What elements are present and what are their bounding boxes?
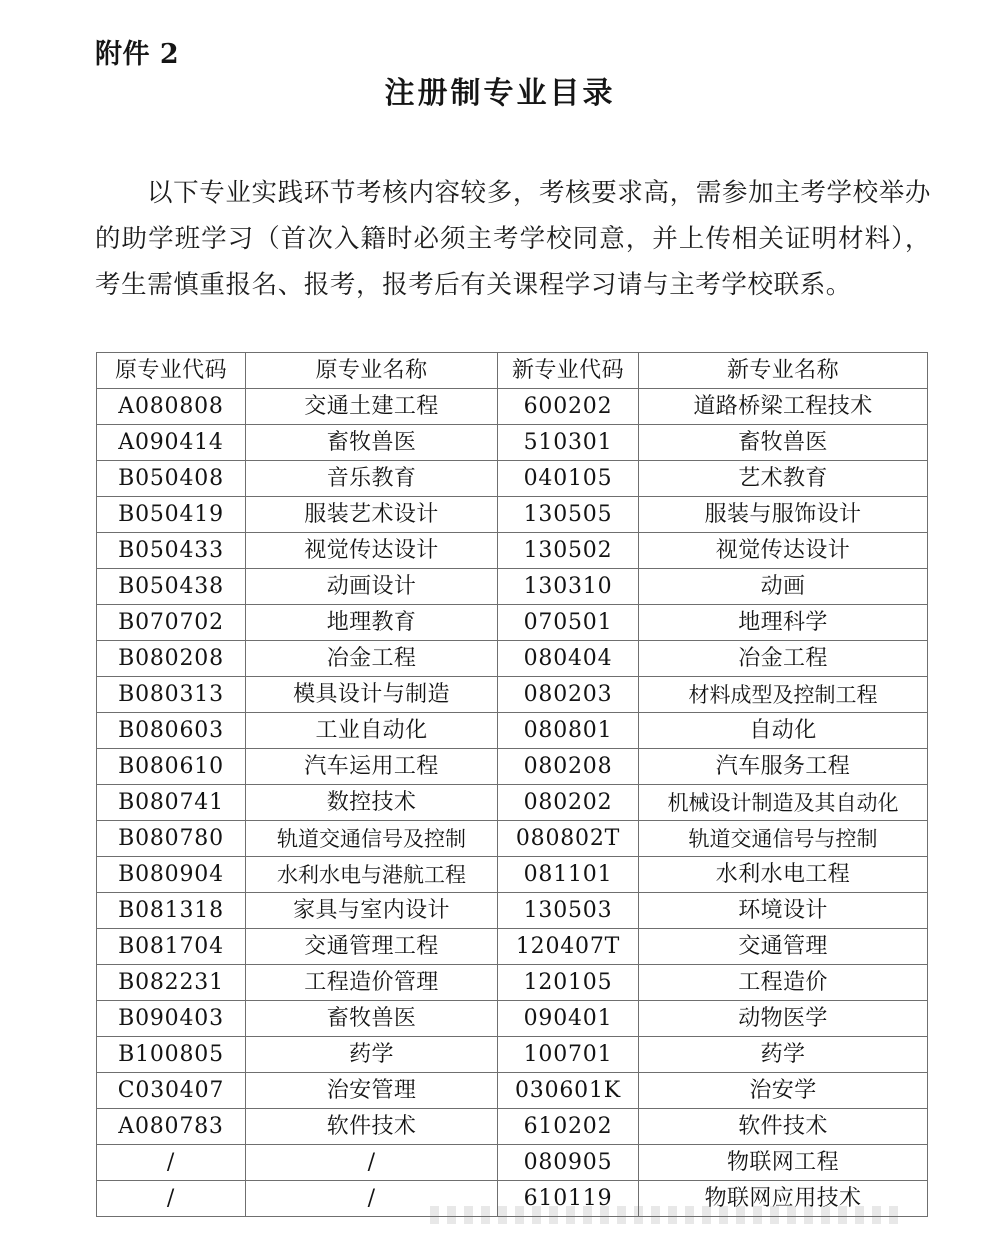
cell-old-code: A080783 (97, 1109, 246, 1145)
cell-old-name: 畜牧兽医 (246, 1001, 498, 1037)
catalog-table-body (97, 389, 928, 1217)
cell-new-name: 动物医学 (639, 1001, 928, 1037)
cell-old-code: B080208 (97, 641, 246, 677)
cell-new-code: 081101 (498, 857, 639, 893)
cell-new-code: 610119 (498, 1181, 639, 1217)
cell-old-name: 软件技术 (246, 1109, 498, 1145)
cell-new-name: 物联网工程 (639, 1145, 928, 1181)
column-header-new-code: 新专业代码 (498, 353, 639, 389)
cell-new-code: 070501 (498, 605, 639, 641)
cell-old-name: 药学 (246, 1037, 498, 1073)
cell-new-name: 动画 (639, 569, 928, 605)
cell-new-code: 080203 (498, 677, 639, 713)
table-row (97, 929, 928, 965)
cell-old-code: B080780 (97, 821, 246, 857)
table-row (97, 1073, 928, 1109)
cell-old-code: B050433 (97, 533, 246, 569)
cell-new-name: 药学 (639, 1037, 928, 1073)
table-row (97, 749, 928, 785)
intro-paragraph: 以下专业实践环节考核内容较多，考核要求高，需参加主考学校举办的助学班学习（首次入籍时必须主考学校同意，并上传相关证明材料），考生需慎重报名、报考，报考后有关课程学习请与主考学校联系。 (95, 178, 931, 300)
column-header-new-name: 新专业名称 (639, 353, 928, 389)
table-row (97, 389, 928, 425)
cell-old-name: 音乐教育 (246, 461, 498, 497)
cell-old-name: 汽车运用工程 (246, 749, 498, 785)
cell-old-name: 冶金工程 (246, 641, 498, 677)
cell-new-name: 轨道交通信号与控制 (639, 821, 928, 857)
cell-old-code: A080808 (97, 389, 246, 425)
page-title: 注册制专业目录 (384, 76, 616, 111)
table-header-row (97, 353, 928, 389)
cell-new-code: 610202 (498, 1109, 639, 1145)
table-row (97, 569, 928, 605)
table-row (97, 1001, 928, 1037)
cell-old-code: / (97, 1145, 246, 1181)
cell-old-name: / (246, 1145, 498, 1181)
table-row (97, 1037, 928, 1073)
table-row (97, 461, 928, 497)
cell-old-name: 畜牧兽医 (246, 425, 498, 461)
cell-old-code: B090403 (97, 1001, 246, 1037)
cell-old-code: B082231 (97, 965, 246, 1001)
cell-new-code: 080202 (498, 785, 639, 821)
cell-old-name: 工业自动化 (246, 713, 498, 749)
cell-old-code: A090414 (97, 425, 246, 461)
cell-new-name: 环境设计 (639, 893, 928, 929)
cell-old-code: B081318 (97, 893, 246, 929)
cell-old-code: B080313 (97, 677, 246, 713)
cell-new-code: 100701 (498, 1037, 639, 1073)
cell-old-code: C030407 (97, 1073, 246, 1109)
cell-new-code: 080801 (498, 713, 639, 749)
cell-new-code: 510301 (498, 425, 639, 461)
cell-new-code: 080802T (498, 821, 639, 857)
cell-new-name: 机械设计制造及其自动化 (639, 785, 928, 821)
cell-new-name: 道路桥梁工程技术 (639, 389, 928, 425)
cell-new-name: 冶金工程 (639, 641, 928, 677)
cell-new-code: 130310 (498, 569, 639, 605)
cell-new-name: 工程造价 (639, 965, 928, 1001)
column-header-old-code: 原专业代码 (97, 353, 246, 389)
cell-new-name: 软件技术 (639, 1109, 928, 1145)
cell-new-name: 地理科学 (639, 605, 928, 641)
cell-old-code: B100805 (97, 1037, 246, 1073)
cell-old-name: 交通管理工程 (246, 929, 498, 965)
cell-new-code: 040105 (498, 461, 639, 497)
cell-new-name: 治安学 (639, 1073, 928, 1109)
cell-new-code: 120407T (498, 929, 639, 965)
cell-old-name: 治安管理 (246, 1073, 498, 1109)
cell-new-name: 汽车服务工程 (639, 749, 928, 785)
cell-old-code: B080741 (97, 785, 246, 821)
cell-old-name: 数控技术 (246, 785, 498, 821)
column-header-old-name: 原专业名称 (246, 353, 498, 389)
cell-old-name: 模具设计与制造 (246, 677, 498, 713)
table-row (97, 857, 928, 893)
cell-new-name: 材料成型及控制工程 (639, 677, 928, 713)
table-row (97, 893, 928, 929)
cell-new-code: 080905 (498, 1145, 639, 1181)
cell-old-name: 工程造价管理 (246, 965, 498, 1001)
cell-new-name: 交通管理 (639, 929, 928, 965)
cell-new-name: 物联网应用技术 (639, 1181, 928, 1217)
cell-old-name: 交通土建工程 (246, 389, 498, 425)
cell-old-code: B050419 (97, 497, 246, 533)
table-row (97, 713, 928, 749)
cell-old-name: 服装艺术设计 (246, 497, 498, 533)
cell-new-name: 水利水电工程 (639, 857, 928, 893)
cell-new-code: 120105 (498, 965, 639, 1001)
table-row (97, 497, 928, 533)
cell-new-code: 080404 (498, 641, 639, 677)
table-row (97, 605, 928, 641)
cell-old-code: B050408 (97, 461, 246, 497)
table-row (97, 677, 928, 713)
cell-old-code: B080603 (97, 713, 246, 749)
cell-old-code: B070702 (97, 605, 246, 641)
cell-old-code: B050438 (97, 569, 246, 605)
cell-new-code: 600202 (498, 389, 639, 425)
table-row (97, 821, 928, 857)
table-row (97, 1109, 928, 1145)
cell-new-name: 自动化 (639, 713, 928, 749)
cell-new-code: 090401 (498, 1001, 639, 1037)
cell-new-name: 艺术教育 (639, 461, 928, 497)
cell-new-code: 030601K (498, 1073, 639, 1109)
cell-new-code: 130505 (498, 497, 639, 533)
cell-new-name: 服装与服饰设计 (639, 497, 928, 533)
table-row (97, 641, 928, 677)
cell-old-name: / (246, 1181, 498, 1217)
cell-old-code: B081704 (97, 929, 246, 965)
table-row (97, 1181, 928, 1217)
cell-new-name: 畜牧兽医 (639, 425, 928, 461)
cell-old-name: 视觉传达设计 (246, 533, 498, 569)
table-row (97, 785, 928, 821)
cell-old-code: B080610 (97, 749, 246, 785)
cell-old-name: 水利水电与港航工程 (246, 857, 498, 893)
cell-old-name: 动画设计 (246, 569, 498, 605)
cell-new-name: 视觉传达设计 (639, 533, 928, 569)
table-row (97, 1145, 928, 1181)
table-row (97, 533, 928, 569)
table-row (97, 965, 928, 1001)
attachment-label: 附件 2 (95, 39, 180, 70)
cell-new-code: 130503 (498, 893, 639, 929)
cell-old-code: B080904 (97, 857, 246, 893)
cell-new-code: 130502 (498, 533, 639, 569)
cell-old-name: 家具与室内设计 (246, 893, 498, 929)
cell-new-code: 080208 (498, 749, 639, 785)
cell-old-name: 轨道交通信号及控制 (246, 821, 498, 857)
major-catalog-table (96, 352, 928, 1217)
cell-old-code: / (97, 1181, 246, 1217)
cell-old-name: 地理教育 (246, 605, 498, 641)
table-row (97, 425, 928, 461)
catalog-table-container (96, 352, 927, 1217)
